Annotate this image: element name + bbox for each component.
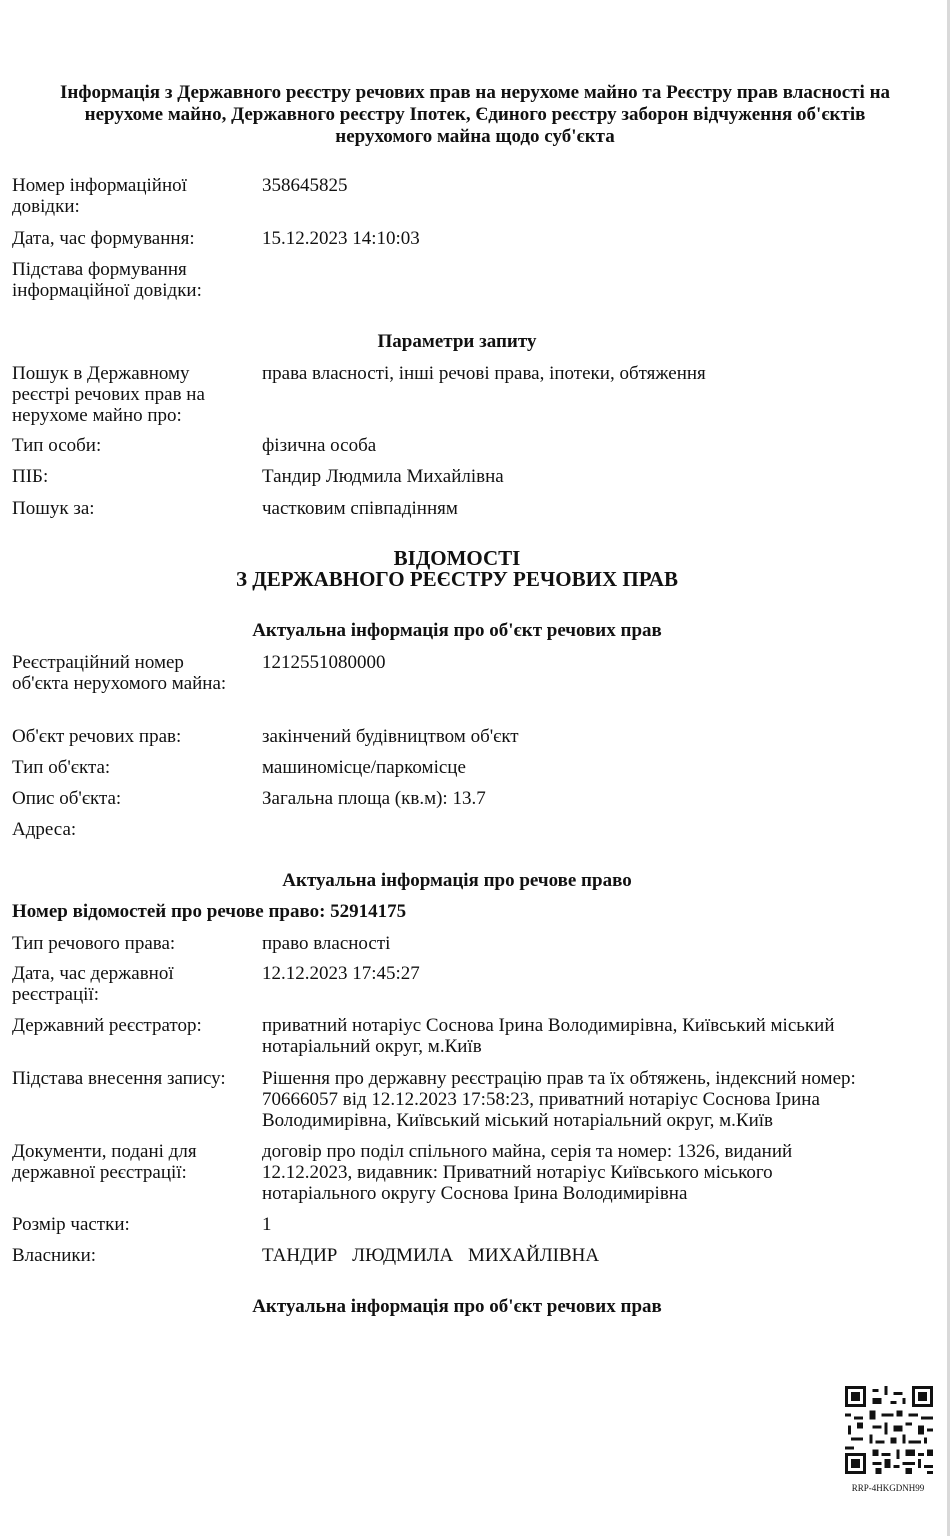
right-type-label: Тип речового права:: [12, 933, 176, 954]
query-search-in-label: Пошук в Державному реєстрі речових прав на нерухоме майно про:: [12, 363, 205, 426]
object-type-label: Тип об'єкта:: [12, 757, 111, 778]
info-number-value: 358645825: [262, 175, 348, 196]
object-heading: Актуальна інформація про об'єкт речових прав: [252, 620, 662, 641]
query-heading: Параметри запиту: [377, 331, 537, 352]
object-description-value: Загальна площа (кв.м): 13.7: [262, 788, 486, 809]
document-title: Інформація з Державного реєстру речових прав на нерухоме майно та Реєстру прав власності на нерухоме майно, Державного реєстру Іпотек, Єдиного реєстру заборон відчуження об'єктів нерухомого майна щодо суб'єкта: [59, 82, 891, 147]
right-owners-value: ТАНДИР ЛЮДМИЛА МИХАЙЛІВНА: [262, 1245, 600, 1266]
object-label: Об'єкт речових прав:: [12, 726, 182, 747]
object2-heading: Актуальна інформація про об'єкт речових прав: [252, 1296, 662, 1317]
right-basis-value: Рішення про державну реєстрацію прав та їх обтяжень, індексний номер: 70666057 від 12.12.2023 17:58:23, приватний нотаріус Соснова Ірина Володимирівна, Київський міський нотаріальний округ, м.Київ: [262, 1068, 856, 1131]
query-name-value: Тандир Людмила Михайлівна: [262, 466, 504, 487]
right-share-label: Розмір частки:: [12, 1214, 130, 1235]
object-type-value: машиномісце/паркомісце: [262, 757, 466, 778]
right-registrar-value: приватний нотаріус Соснова Ірина Володимирівна, Київський міський нотаріальний округ, м.Київ: [262, 1015, 835, 1057]
info-date-label: Дата, час формування:: [12, 228, 195, 249]
object-reg-number-value: 1212551080000: [262, 652, 386, 673]
query-search-in-value: права власності, інші речові права, іпотеки, обтяження: [262, 363, 706, 384]
query-name-label: ПІБ:: [12, 466, 49, 487]
object-address-label: Адреса:: [12, 819, 77, 840]
right-record-number: Номер відомостей про речове право: 52914175: [12, 901, 407, 922]
object-description-label: Опис об'єкта:: [12, 788, 122, 809]
query-person-type-value: фізична особа: [262, 435, 377, 456]
registry-heading-line2: З ДЕРЖАВНОГО РЕЄСТРУ РЕЧОВИХ ПРАВ: [235, 567, 679, 591]
right-basis-label: Підстава внесення запису:: [12, 1068, 226, 1089]
info-date-value: 15.12.2023 14:10:03: [262, 228, 420, 249]
right-documents-label: Документи, подані для державної реєстрації:: [12, 1141, 197, 1183]
right-registrar-label: Державний реєстратор:: [12, 1015, 202, 1036]
right-reg-date-value: 12.12.2023 17:45:27: [262, 963, 420, 984]
right-owners-label: Власники:: [12, 1245, 97, 1266]
qr-code-text: RRP-4HKGDNH99: [851, 1483, 925, 1493]
object-reg-number-label: Реєстраційний номер об'єкта нерухомого майна:: [12, 652, 227, 694]
right-documents-value: договір про поділ спільного майна, серія та номер: 1326, виданий 12.12.2023, видавник: Приватний нотаріус Київського міського нотаріального округу Соснова Ірина Володимирівна: [262, 1141, 793, 1204]
right-type-value: право власності: [262, 933, 391, 954]
right-heading: Актуальна інформація про речове право: [282, 870, 632, 891]
right-reg-date-label: Дата, час державної реєстрації:: [12, 963, 174, 1005]
info-basis-label: Підстава формування інформаційної довідки:: [12, 259, 202, 301]
query-person-type-label: Тип особи:: [12, 435, 102, 456]
query-search-by-label: Пошук за:: [12, 498, 95, 519]
object-value: закінчений будівництвом об'єкт: [262, 726, 519, 747]
registry-heading-line1: ВІДОМОСТІ: [393, 546, 521, 570]
info-number-label: Номер інформаційної довідки:: [12, 175, 187, 217]
right-share-value: 1: [262, 1214, 272, 1235]
query-search-by-value: частковим співпадінням: [262, 498, 458, 519]
qr-code-icon: [845, 1386, 933, 1474]
